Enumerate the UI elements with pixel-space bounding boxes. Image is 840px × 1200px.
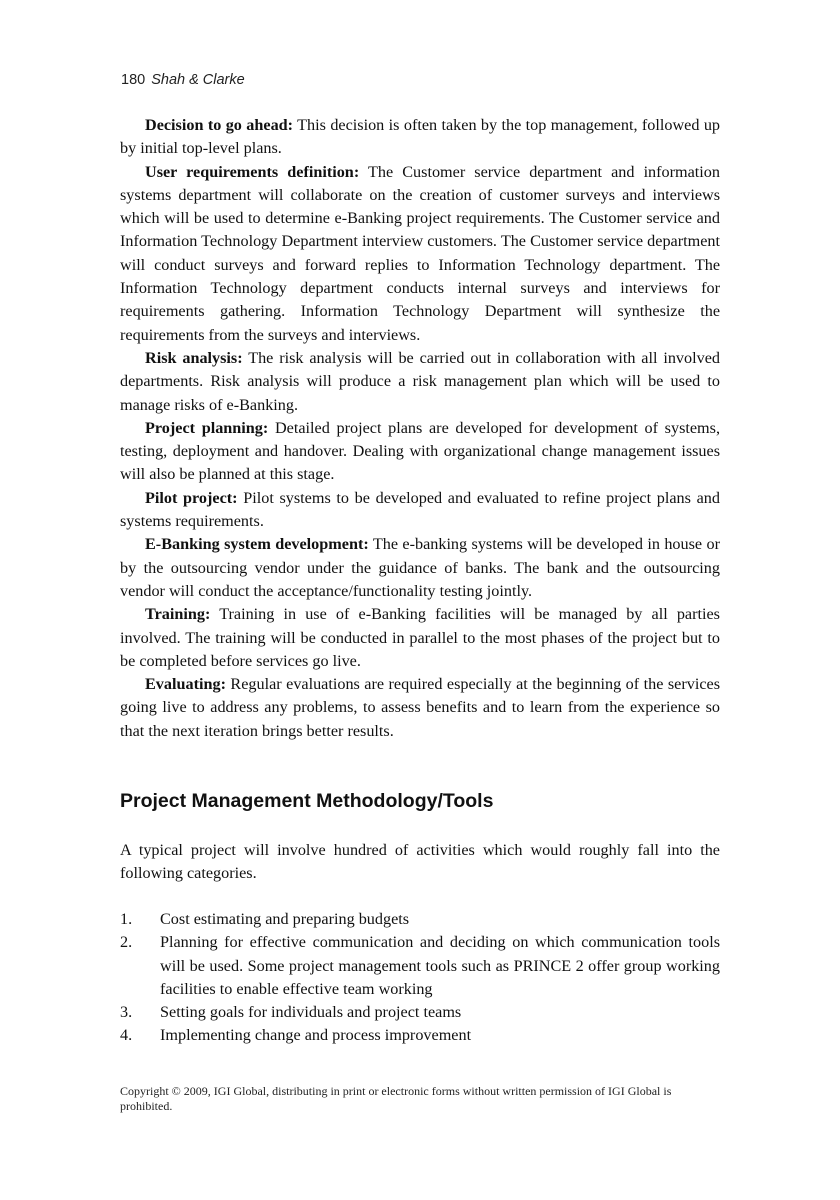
paragraph-text: Regular evaluations are required especially at the beginning of the services going live to address any problems, to assess benefits and to learn from the experience so that the next iteration brings better results. [120, 675, 720, 740]
list-text: Cost estimating and preparing budgets [160, 910, 410, 928]
running-authors: Shah & Clarke [151, 72, 245, 88]
paragraph-text: The Customer service department and information systems department will collaborate on the creation of customer surveys and interviews which will be used to determine e-Banking project requirements. The Customer service and Information Technology Department interview customers. The Customer service department will conduct surveys and forward replies to Information Technology department. The Information Technology department conducts internal surveys and interviews for requirements gathering. Information Technology Department will synthesize the requirements from the surveys and interviews. [120, 162, 720, 344]
paragraph-text: This decision is often taken by the top management, followed up by initial top-level plans. [120, 116, 721, 158]
term: Risk analysis: [145, 348, 243, 367]
paragraph [120, 673, 720, 743]
running-header [121, 72, 245, 88]
list-number: 3. [120, 1003, 133, 1022]
section-intro: A typical project will involve hundred of activities which would roughly fall into the following categories. [120, 841, 720, 883]
list-text: Implementing change and process improvement [160, 1026, 472, 1045]
term: Evaluating: [145, 675, 226, 694]
list-item [120, 931, 720, 1001]
paragraph-text: Pilot systems to be developed and evaluated to refine project plans and systems requirements. [120, 488, 720, 531]
term: E-Banking system development: [145, 535, 369, 554]
paragraph-text: Detailed project plans are developed for development of systems, testing, deployment and handover. Dealing with organizational change management issues will also be planned at this stage. [120, 418, 720, 484]
list-item [120, 908, 720, 931]
list-text: Setting goals for individuals and project teams [160, 1003, 462, 1022]
paragraph [120, 603, 720, 673]
page-number: 180 [121, 72, 146, 88]
category-list [120, 908, 720, 1048]
term: Project planning: [145, 418, 269, 437]
paragraph [120, 114, 720, 161]
paragraph [120, 161, 720, 347]
copyright-footer: Copyright © 2009, IGI Global, distributing in print or electronic forms without written permission of IGI Global is prohibited. [120, 1084, 672, 1113]
term: Training: [145, 605, 211, 624]
paragraph-text: Training in use of e-Banking facilities will be managed by all parties involved. The training will be conducted in parallel to the most phases of the project but to be completed before services go live. [120, 605, 720, 670]
paragraph-text: The e-banking systems will be developed in house or by the outsourcing vendor under the guidance of banks. The bank and the outsourcing vendor will conduct the acceptance/functionality testing jointly. [120, 535, 720, 600]
term: User requirements definition: [145, 162, 360, 181]
list-number: 1. [120, 910, 133, 928]
list-number: 2. [120, 933, 133, 952]
paragraph [120, 487, 720, 534]
paragraph-text: The risk analysis will be carried out in collaboration with all involved departments. Risk analysis will produce a risk management plan which will be used to manage risks of e-Banking. [120, 348, 720, 414]
list-item [120, 1024, 720, 1047]
paragraph [120, 347, 720, 417]
body-text [120, 114, 720, 743]
list-text: Planning for effective communication and deciding on which communication tools will be used. Some project management tools such as PRINCE 2 offer group working facilities to enable effective team working [160, 933, 720, 998]
section-heading: Project Management Methodology/Tools [120, 790, 494, 812]
list-number: 4. [120, 1026, 133, 1045]
paragraph [120, 417, 720, 487]
list-item [120, 1001, 720, 1024]
paragraph [120, 533, 720, 603]
term: Decision to go ahead: [145, 116, 294, 134]
term: Pilot project: [145, 488, 238, 507]
